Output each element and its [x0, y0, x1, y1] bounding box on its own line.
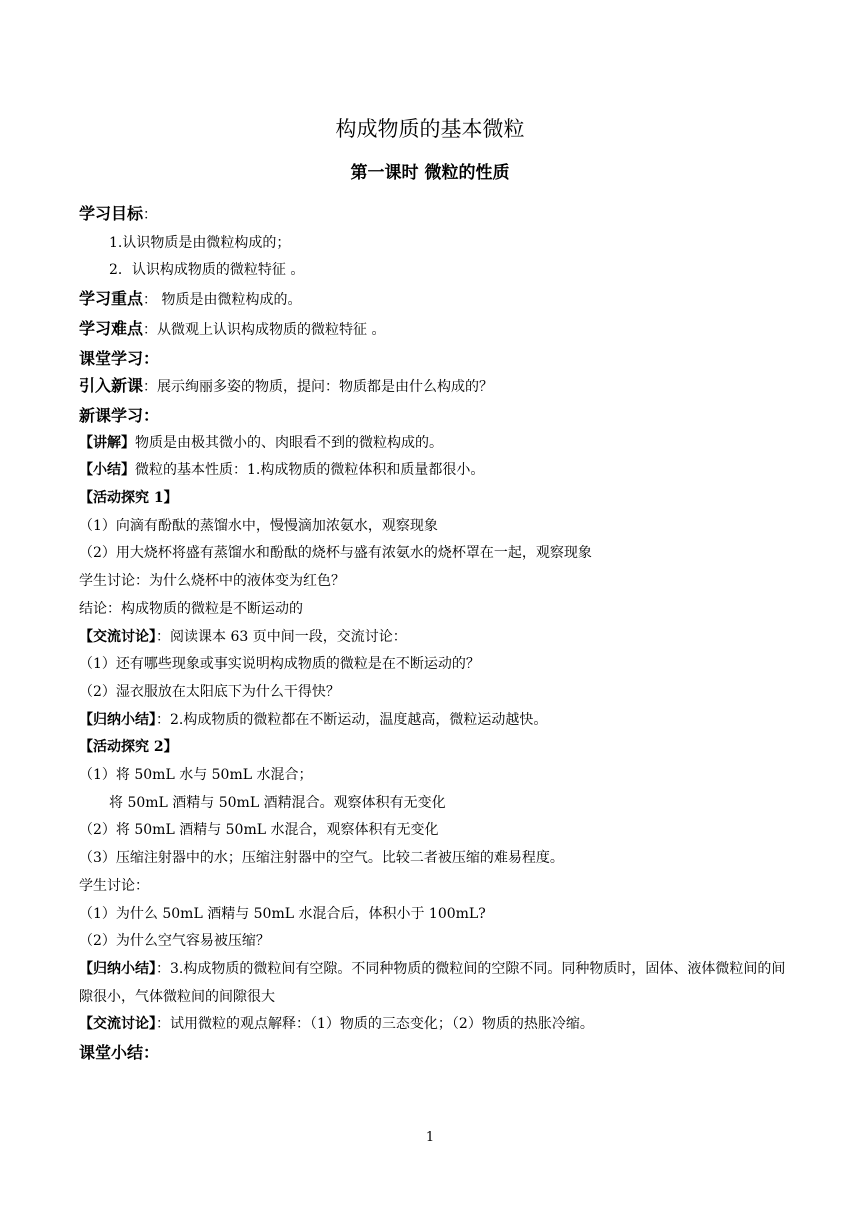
- activity1-heading: 【活动探究 1】: [79, 490, 178, 507]
- key-point-label: 学习重点: [79, 289, 144, 309]
- activity2-item: （1）将 50mL 水与 50mL 水混合；: [79, 767, 313, 784]
- lesson-subtitle: 第一课时 微粒的性质: [350, 163, 510, 183]
- activity1-item: （1）向滴有酚酞的蒸馏水中，慢慢滴加浓氨水，观察现象: [79, 517, 438, 534]
- induction2-paragraph: [79, 956, 789, 1011]
- summary-line: [79, 457, 789, 485]
- objectives-heading: 学习目标：: [79, 204, 158, 223]
- exchange1-line: [79, 624, 789, 652]
- activity2-item: （2）将 50mL 酒精与 50mL 水混合，观察体积有无变化: [79, 822, 439, 839]
- new-lesson-heading: 新课学习：: [79, 405, 160, 425]
- summary-label: 【小结】: [79, 462, 135, 479]
- key-point-line: [79, 285, 789, 315]
- induction2-label: 【归纳小结】: [79, 960, 156, 977]
- objectives-label: 学习目标: [79, 204, 144, 223]
- activity2-item: 将 50mL 酒精与 50mL 酒精混合。观察体积有无变化: [109, 794, 446, 811]
- exchange2-line: [79, 1011, 789, 1039]
- discussion1-line: 学生讨论：为什么烧杯中的液体变为红色？: [79, 573, 345, 590]
- explain-text: 物质是由极其微小的、肉眼看不到的微粒构成的。: [135, 434, 443, 451]
- induction2-text: ：3.构成物质的微粒间有空隙。不同种物质的微粒间的空隙不同。同种物质时，固体、液体微粒间的间隙很小，气体微粒间的间隙很大: [79, 960, 786, 1005]
- discussion2-item: （1）为什么 50mL 酒精与 50mL 水混合后，体积小于 100mL?: [79, 905, 486, 922]
- page-number: 1: [425, 1130, 435, 1145]
- conclusion1-line: 结论：构成物质的微粒是不断运动的: [79, 600, 303, 617]
- objective-item: 2．认识构成物质的微粒特征 。: [109, 262, 305, 279]
- discussion2-heading: 学生讨论：: [79, 877, 149, 894]
- class-learning-heading: 课堂学习：: [79, 348, 160, 368]
- exchange1-text: ：阅读课本 63 页中间一段，交流讨论：: [156, 628, 407, 645]
- induction1-text: ：2.构成物质的微粒都在不断运动，温度越高，微粒运动越快。: [156, 711, 548, 728]
- exchange1-item: （1）还有哪些现象或事实说明构成物质的微粒是在不断运动的？: [79, 656, 480, 673]
- summary-text: 微粒的基本性质：1.构成物质的微粒体积和质量都很小。: [135, 462, 485, 479]
- discussion2-item: （2）为什么空气容易被压缩？: [79, 933, 270, 950]
- intro-label: 引入新课: [79, 376, 144, 396]
- document-body: [79, 200, 789, 1067]
- document-title: 构成物质的基本微粒: [335, 117, 525, 141]
- class-summary-heading: 课堂小结：: [79, 1043, 160, 1063]
- difficulty-label: 学习难点: [79, 318, 144, 338]
- key-point-text: ： 物质是由微粒构成的。: [143, 292, 302, 309]
- difficulty-text: ：从微观上认识构成物质的微粒特征 。: [143, 321, 386, 338]
- activity2-heading: 【活动探究 2】: [79, 739, 178, 756]
- induction1-line: [79, 707, 789, 735]
- exchange1-label: 【交流讨论】: [79, 628, 156, 645]
- activity1-item: （2）用大烧杯将盛有蒸馏水和酚酞的烧杯与盛有浓氨水的烧杯罩在一起，观察现象: [79, 545, 592, 562]
- exchange2-label: 【交流讨论】: [79, 1016, 156, 1033]
- exchange2-text: ：试用微粒的观点解释：（1）物质的三态变化；（2）物质的热胀冷缩。: [156, 1016, 594, 1033]
- explain-line: [79, 430, 789, 458]
- activity2-item: （3）压缩注射器中的水；压缩注射器中的空气。比较二者被压缩的难易程度。: [79, 850, 564, 867]
- intro-line: [79, 372, 789, 402]
- objective-item: 1.认识物质是由微粒构成的；: [109, 234, 291, 251]
- intro-text: ：展示绚丽多姿的物质，提问：物质都是由什么构成的？: [143, 379, 494, 396]
- induction1-label: 【归纳小结】: [79, 711, 156, 728]
- explain-label: 【讲解】: [79, 434, 135, 451]
- difficulty-line: [79, 315, 789, 345]
- exchange1-item: （2）湿衣服放在太阳底下为什么干得快？: [79, 683, 340, 700]
